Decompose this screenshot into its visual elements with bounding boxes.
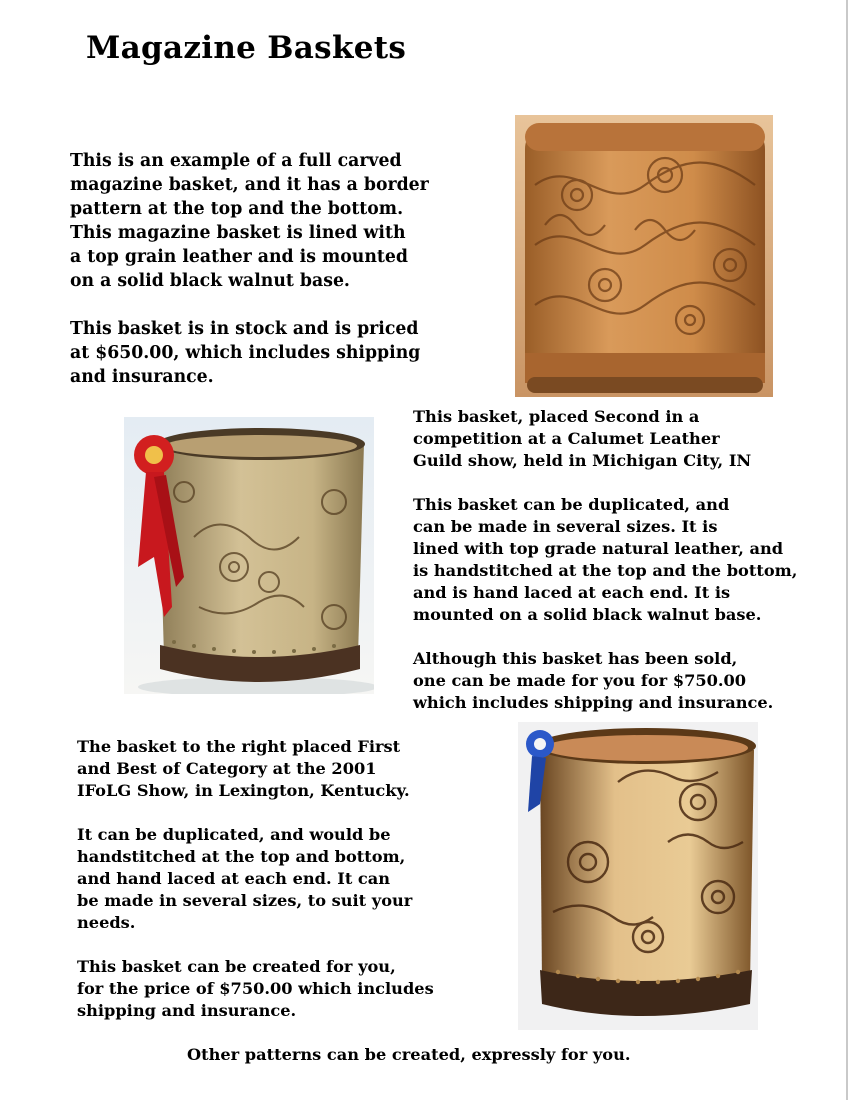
page-right-edge bbox=[846, 0, 848, 1100]
section-3-award: The basket to the right placed First and Best of Category at the 2001 IFoLG Show, in Lexington, Kentucky. bbox=[77, 737, 410, 800]
section-1-description: This is an example of a full carved magazine basket, and it has a border pattern at the top and the bottom. This magazine basket is lined with a top grain leather and is mounted on a solid black walnut base. bbox=[70, 151, 429, 291]
section-3-text bbox=[77, 736, 434, 1022]
page-title: Magazine Baskets bbox=[86, 30, 407, 66]
section-1-price: This basket is in stock and is priced at $650.00, which includes shipping and insurance. bbox=[70, 319, 421, 387]
second-place-basket-photo bbox=[124, 417, 374, 694]
first-place-basket-photo bbox=[518, 722, 758, 1030]
full-carved-basket-photo bbox=[515, 115, 773, 397]
section-1-text bbox=[70, 149, 429, 389]
footer-note: Other patterns can be created, expressly for you. bbox=[187, 1045, 631, 1064]
section-2-description: This basket can be duplicated, and can be made in several sizes. It is lined with top grade natural leather, and is handstitched at the top and the bottom, and is hand laced at each end. It is mounted on a solid black walnut base. bbox=[413, 495, 798, 624]
section-2-price: Although this basket has been sold, one can be made for you for $750.00 which includes shipping and insurance. bbox=[413, 649, 774, 712]
section-3-price: This basket can be created for you, for the price of $750.00 which includes shipping and insurance. bbox=[77, 957, 434, 1020]
section-2-text bbox=[413, 406, 797, 714]
section-2-award: This basket, placed Second in a competition at a Calumet Leather Guild show, held in Michigan City, IN bbox=[413, 407, 752, 470]
section-3-description: It can be duplicated, and would be handstitched at the top and bottom, and hand laced at each end. It can be made in several sizes, to suit your needs. bbox=[77, 825, 413, 932]
